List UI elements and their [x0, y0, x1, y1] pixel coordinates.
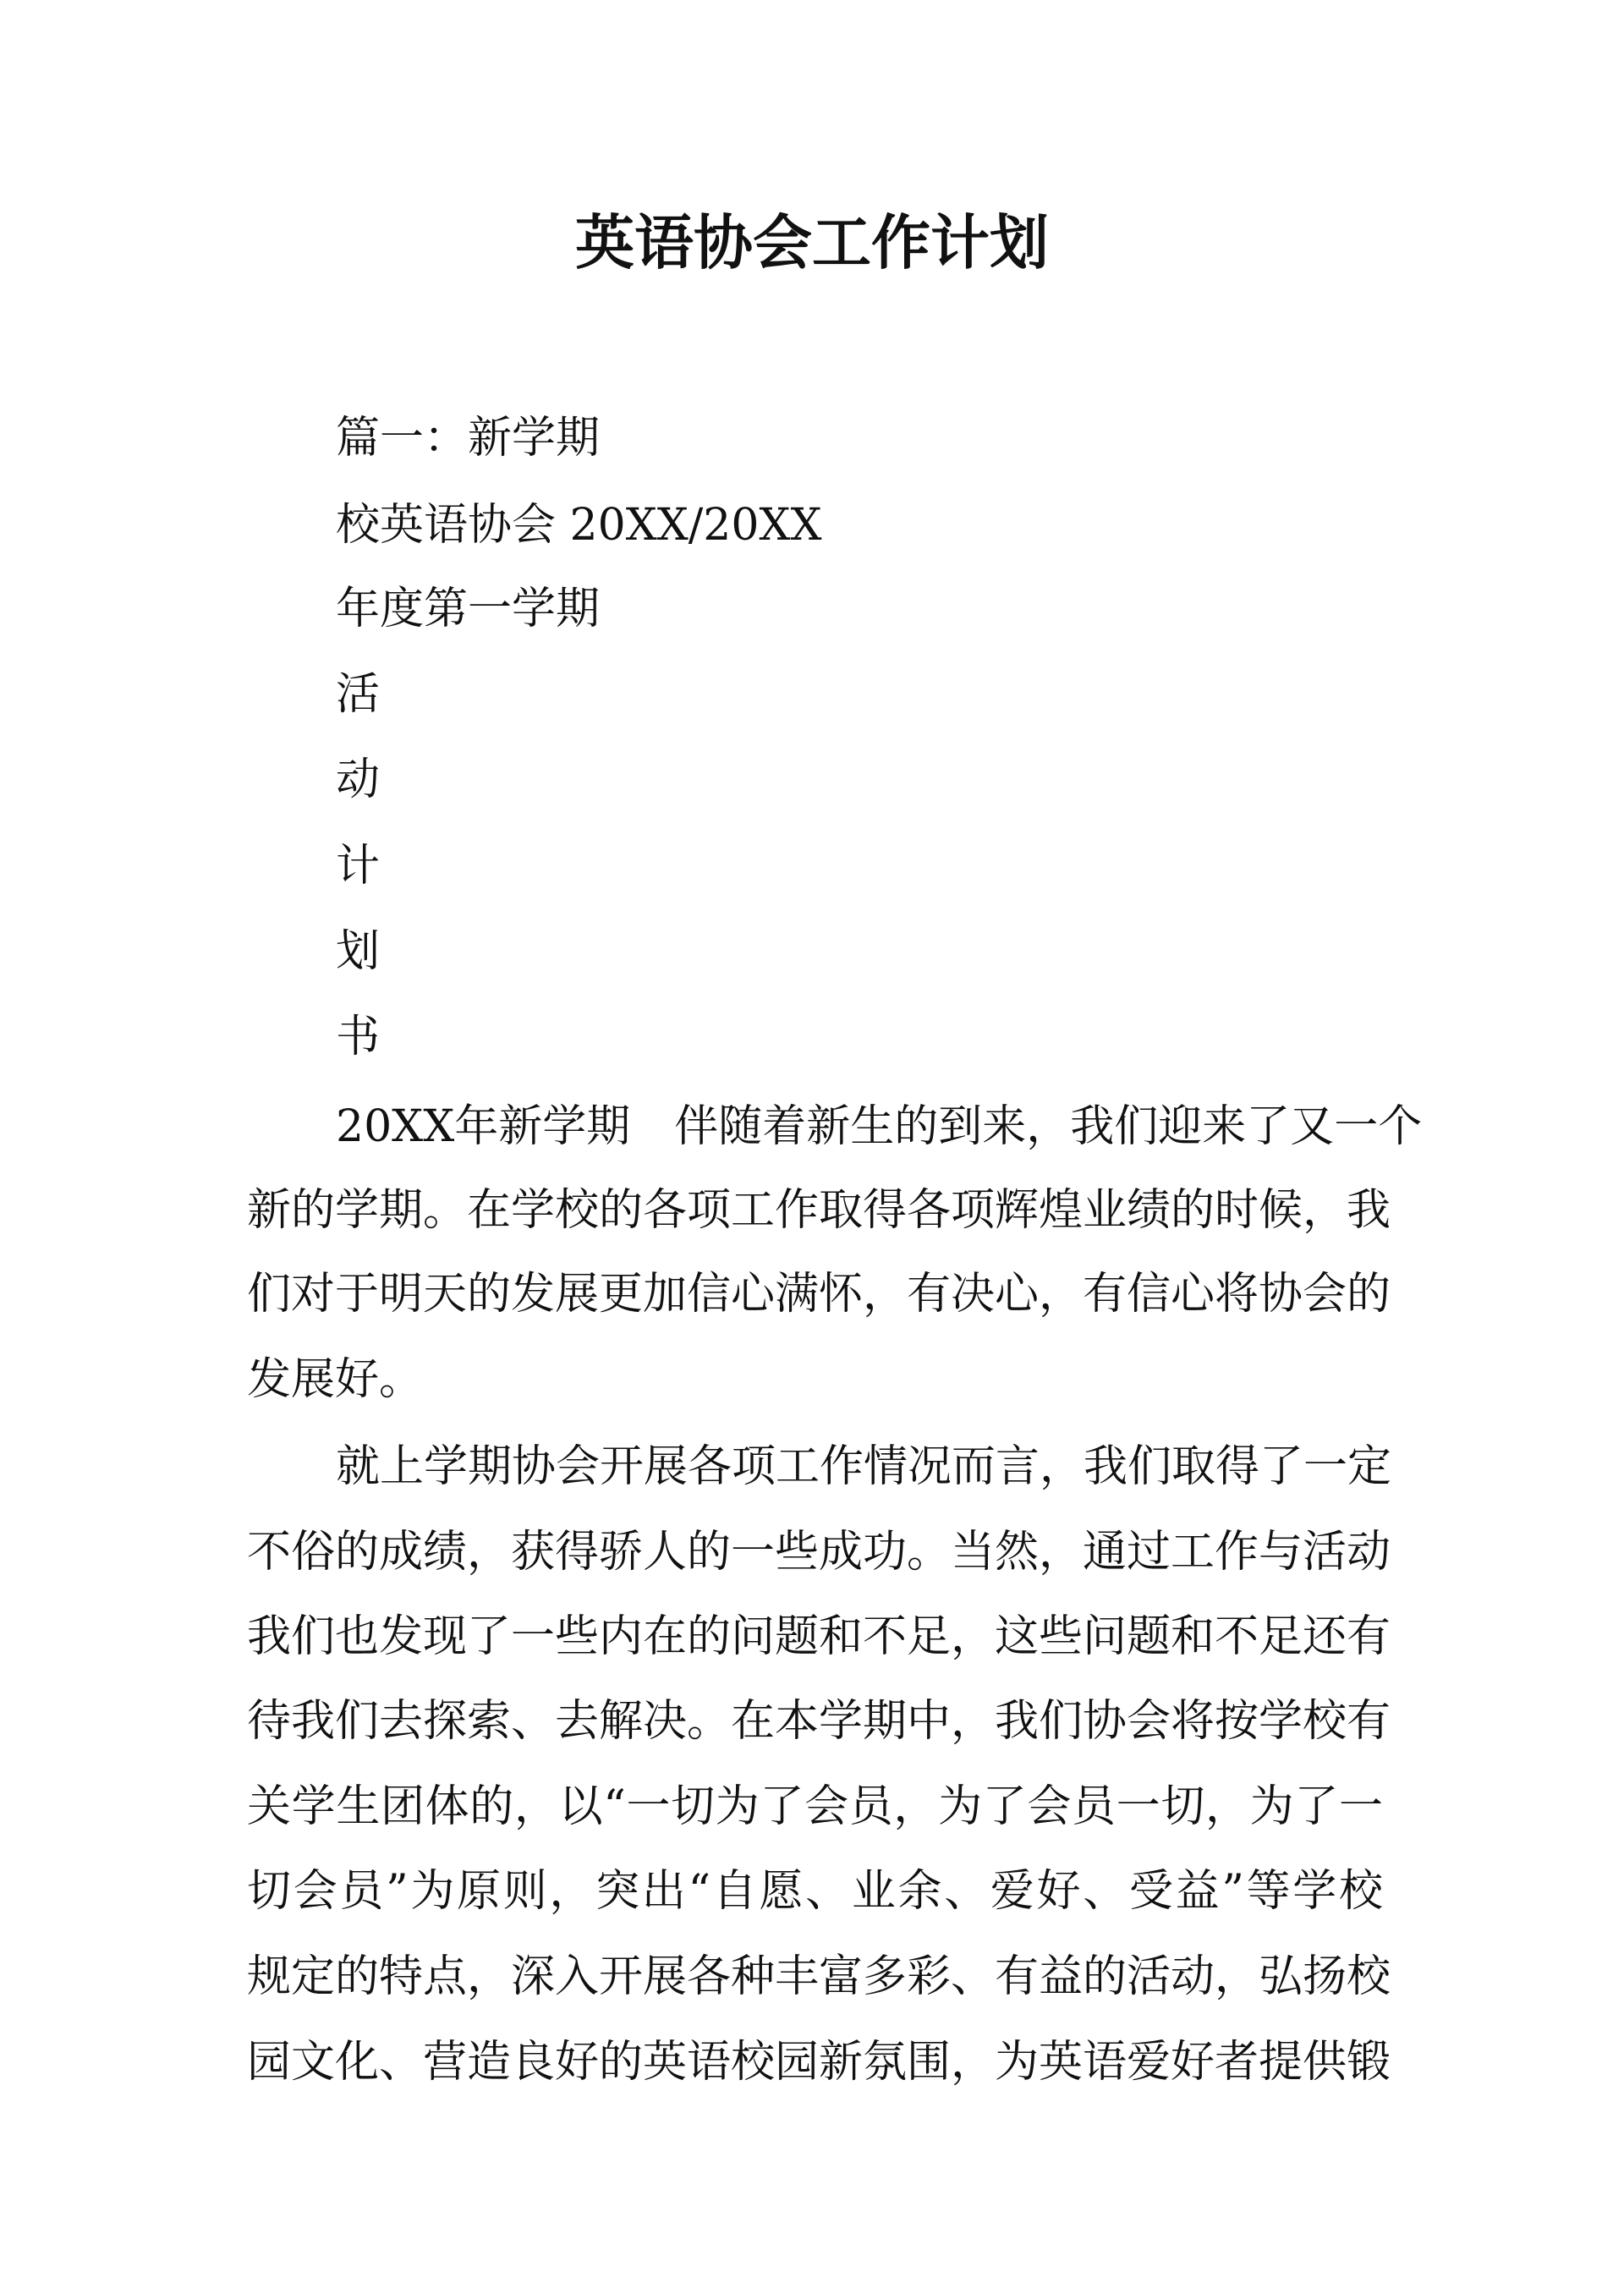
heading-line: 计 [336, 841, 381, 892]
document-title: 英语协会工作计划 [575, 207, 1049, 277]
heading-line: 动 [336, 755, 381, 805]
paragraph-line: 不俗的成绩，获得骄人的一些成功。当然，通过工作与活动 [247, 1527, 1391, 1578]
paragraph-line: 们对于明天的发展更加信心满怀，有决心，有信心将协会的 [247, 1269, 1391, 1320]
heading-line: 活 [336, 669, 381, 720]
heading-line: 篇一：新学期 [336, 413, 601, 464]
heading-line: 年度第一学期 [336, 584, 601, 634]
paragraph-line: 20XX年新学期 伴随着新生的到来，我们迎来了又一个 [336, 1101, 1423, 1152]
paragraph-line: 新的学期。在学校的各项工作取得各项辉煌业绩的时候，我 [247, 1185, 1391, 1236]
paragraph-line: 待我们去探索、去解决。在本学期中，我们协会将按学校有 [247, 1696, 1391, 1747]
paragraph-line: 发展好。 [247, 1354, 424, 1405]
paragraph-line: 就上学期协会开展各项工作情况而言，我们取得了一定 [336, 1441, 1392, 1492]
paragraph-line: 园文化、营造良好的英语校园新氛围，为英语爱好者提供锻 [247, 2037, 1391, 2088]
paragraph-line: 切会员”为原则，突出“自愿、业余、爱好、受益”等学校 [247, 1866, 1383, 1917]
paragraph-line: 我们也发现了一些内在的问题和不足，这些问题和不足还有 [247, 1611, 1391, 1662]
heading-line: 校英语协会 20XX/20XX [336, 500, 822, 551]
paragraph-line: 规定的特点，深入开展各种丰富多彩、有益的活动，弘扬校 [247, 1951, 1391, 2002]
heading-line: 划 [336, 926, 381, 977]
heading-line: 书 [336, 1012, 381, 1062]
paragraph-line: 关学生团体的，以“一切为了会员，为了会员一切，为了一 [247, 1781, 1383, 1832]
